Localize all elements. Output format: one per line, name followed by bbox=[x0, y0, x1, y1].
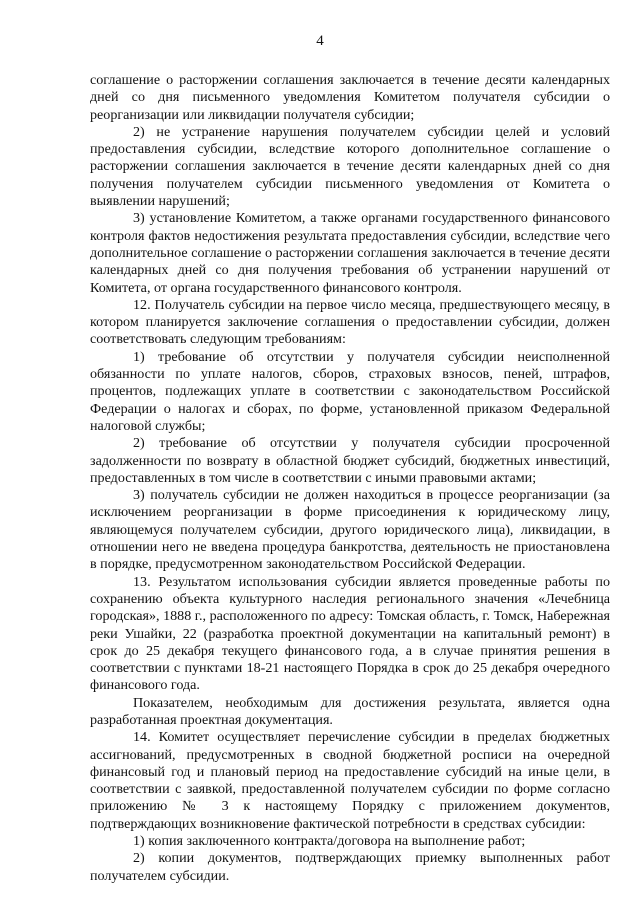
paragraph-requirement-1: 1) требование об отсутствии у получателя субсидии неисполненной обязанности по уплате налогов, сборов, страховых взносов, пеней, штрафов, процентов, подлежащих уплате в соответствии с законодательством Российской Федерации о налогах и сборах, по форме, установленной приказом Федеральной налоговой службы; bbox=[90, 348, 610, 434]
paragraph-continuation: соглашение о расторжении соглашения заключается в течение десяти календарных дней со дня письменного уведомления Комитетом получателя субсидии о реорганизации или ликвидации получателя субсидии; bbox=[90, 72, 610, 123]
paragraph-indicator: Показателем, необходимым для достижения результата, является одна разработанная проектная документация. bbox=[90, 694, 610, 728]
paragraph-section-12: 12. Получатель субсидии на первое число месяца, предшествующего месяцу, в котором планируется заключение соглашения о предоставлении субсидии, должен соответствовать следующим требованиям: bbox=[90, 296, 610, 348]
paragraph-section-14: 14. Комитет осуществляет перечисление субсидии в пределах бюджетных ассигнований, предусмотренных в сводной бюджетной росписи на очередной финансовый год и плановый период на предоставление субсидий на иные цели, в соответствии с заявкой, предоставленной получателем субсидии по форме согласно приложению № 3 к настоящему Порядку с приложением документов, подтверждающих возникновение фактической потребности в средствах субсидии: bbox=[90, 729, 610, 832]
paragraph-document-2: 2) копии документов, подтверждающих приемку выполненных работ получателем субсидии. bbox=[90, 850, 610, 884]
paragraph-section-13: 13. Результатом использования субсидии является проведенные работы по сохранению объекта культурного наследия регионального значения «Лечебница городская», 1888 г., расположенного по адресу: Томская область, г. Томск, Набережная реки Ушайки, 22 (разработка проектной документации на капитальный ремонт) в срок до 25 декабря текущего финансового года, а в случае принятия решения в соответствии с пунктами 18-21 настоящего Порядка в срок до 25 декабря очередного финансового года. bbox=[90, 573, 610, 694]
document-body bbox=[90, 72, 610, 885]
paragraph-item-2: 2) не устранение нарушения получателем субсидии целей и условий предоставления субсидии, вследствие которого дополнительное соглашение о расторжении соглашения заключается в течение десяти календарных дней со дня получения получателем субсидии письменного уведомления от Комитета о выявлении нарушений; bbox=[90, 123, 610, 210]
paragraph-document-1: 1) копия заключенного контракта/договора на выполнение работ; bbox=[133, 833, 526, 850]
paragraph-requirement-3: 3) получатель субсидии не должен находиться в процессе реорганизации (за исключением реорганизации в форме присоединения к юридическому лицу, являющемуся получателем субсидии, другого юридического лица), ликвидации, в отношении него не введена процедура банкротства, деятельность не приостановлена в порядке, предусмотренном законодательством Российской Федерации. bbox=[90, 487, 610, 573]
paragraph-item-3: 3) установление Комитетом, а также органами государственного финансового контроля фактов недостижения результата предоставления субсидии, вследствие чего дополнительное соглашение о расторжении соглашения заключается в течение десяти календарных дней со дня получения требования об устранении нарушений от Комитета, от органа государственного финансового контроля. bbox=[90, 210, 610, 296]
paragraph-requirement-2: 2) требование об отсутствии у получателя субсидии просроченной задолженности по возврату в областной бюджет субсидий, бюджетных инвестиций, предоставленных в том числе в соответствии с иными правовыми актами; bbox=[90, 435, 610, 486]
page-number: 4 bbox=[316, 33, 324, 49]
